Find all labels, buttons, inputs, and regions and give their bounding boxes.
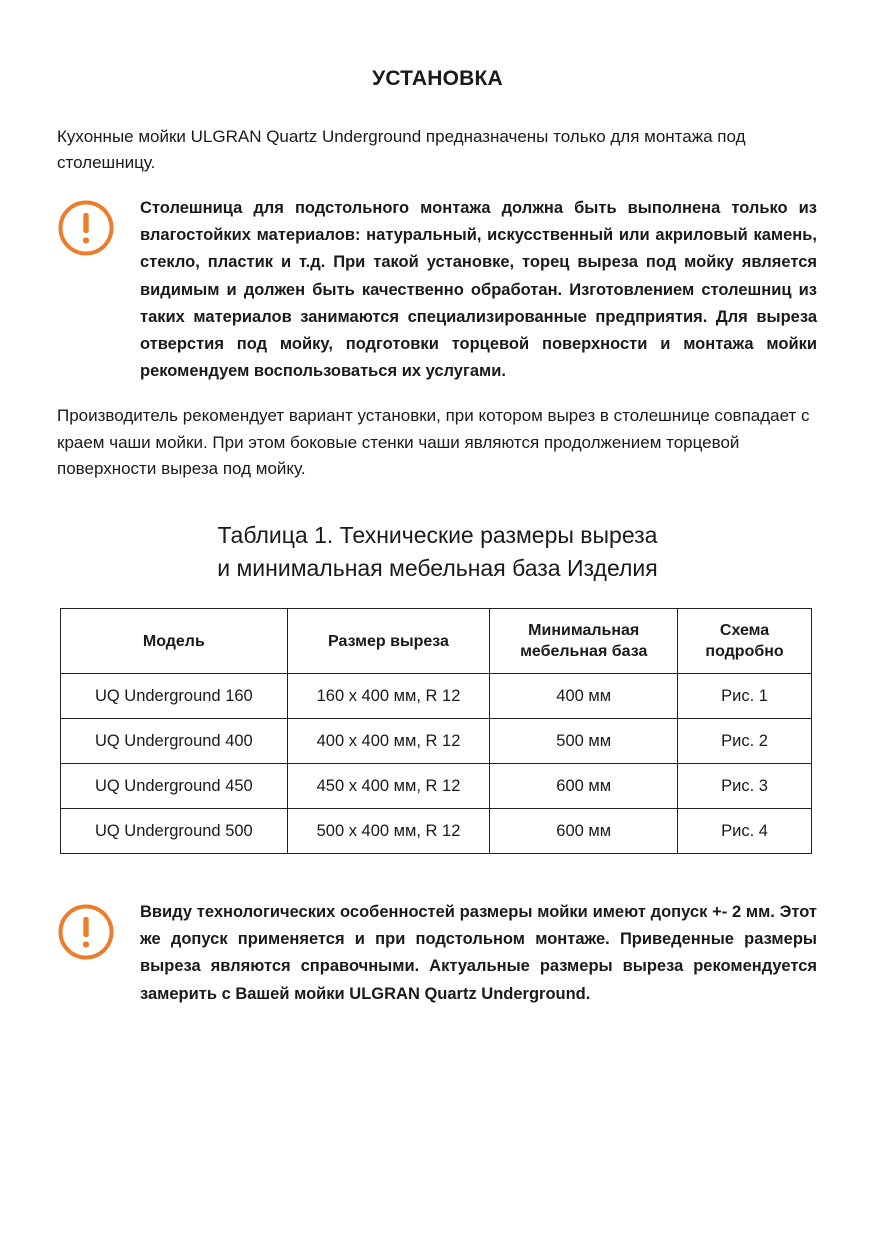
cell-model: UQ Underground 450 (61, 764, 288, 809)
cell-scheme: Рис. 1 (678, 674, 812, 719)
installation-paragraph: Производитель рекомендует вариант установки, при котором вырез в столешнице совпадает с краем чаши мойки. При этом боковые стенки чаши являются продолжением торцевой поверхности выреза под мойку. (57, 406, 810, 478)
header-cut-size: Размер выреза (287, 609, 490, 674)
cell-cut-size: 450 х 400 мм, R 12 (287, 764, 490, 809)
header-scheme (678, 609, 812, 674)
warning-note (57, 195, 817, 385)
warning-icon (57, 199, 115, 257)
table-caption-line: и минимальная мебельная база Изделия (217, 555, 658, 581)
table-header-row (61, 609, 812, 674)
table-row (61, 809, 812, 854)
cell-min-base: 600 мм (490, 809, 678, 854)
page-title: УСТАНОВКА (372, 67, 503, 90)
table-row (61, 719, 812, 764)
warning-text: Столешница для подстольного монтажа должна быть выполнена только из влагостойких материалов: натуральный, искусственный или акриловый камень, стекло, пластик и т.д. При такой установке, торец выреза под мойку является видимым и должен быть качественно обработан. Изготовлением столешниц из таких материалов занимаются специализированные предприятия. Для выреза отверстия под мойку, подготовки торцевой поверхности и монтажа мойки рекомендуем воспользоваться их услугами. (140, 199, 817, 381)
cell-cut-size: 400 х 400 мм, R 12 (287, 719, 490, 764)
cell-cut-size: 500 х 400 мм, R 12 (287, 809, 490, 854)
table-caption-line: Таблица 1. Технические размеры выреза (217, 522, 658, 548)
header-min-base (490, 609, 678, 674)
cell-model: UQ Underground 500 (61, 809, 288, 854)
cell-scheme: Рис. 4 (678, 809, 812, 854)
cell-cut-size: 160 х 400 мм, R 12 (287, 674, 490, 719)
cell-model: UQ Underground 160 (61, 674, 288, 719)
cell-min-base: 400 мм (490, 674, 678, 719)
table-caption (0, 519, 875, 585)
table-row (61, 764, 812, 809)
warning-icon (57, 903, 115, 961)
warning-note (57, 899, 817, 1009)
header-line: Минимальная (528, 622, 640, 639)
cell-scheme: Рис. 3 (678, 764, 812, 809)
dimensions-table (60, 608, 812, 854)
intro-paragraph: Кухонные мойки ULGRAN Quartz Underground предназначены только для монтажа под столешницу. (57, 127, 746, 172)
cell-scheme: Рис. 2 (678, 719, 812, 764)
cell-min-base: 500 мм (490, 719, 678, 764)
cell-min-base: 600 мм (490, 764, 678, 809)
header-model: Модель (61, 609, 288, 674)
warning-text: Ввиду технологических особенностей размеры мойки имеют допуск +- 2 мм. Этот же допуск применяется и при подстольном монтаже. Приведенные размеры выреза являются справочными. Актуальные размеры выреза рекомендуется замерить с Вашей мойки ULGRAN Quartz Underground. (140, 903, 817, 1003)
header-line: подробно (705, 643, 784, 660)
header-line: мебельная база (520, 643, 648, 660)
header-line: Схема (719, 622, 770, 639)
cell-model: UQ Underground 400 (61, 719, 288, 764)
table-row (61, 674, 812, 719)
